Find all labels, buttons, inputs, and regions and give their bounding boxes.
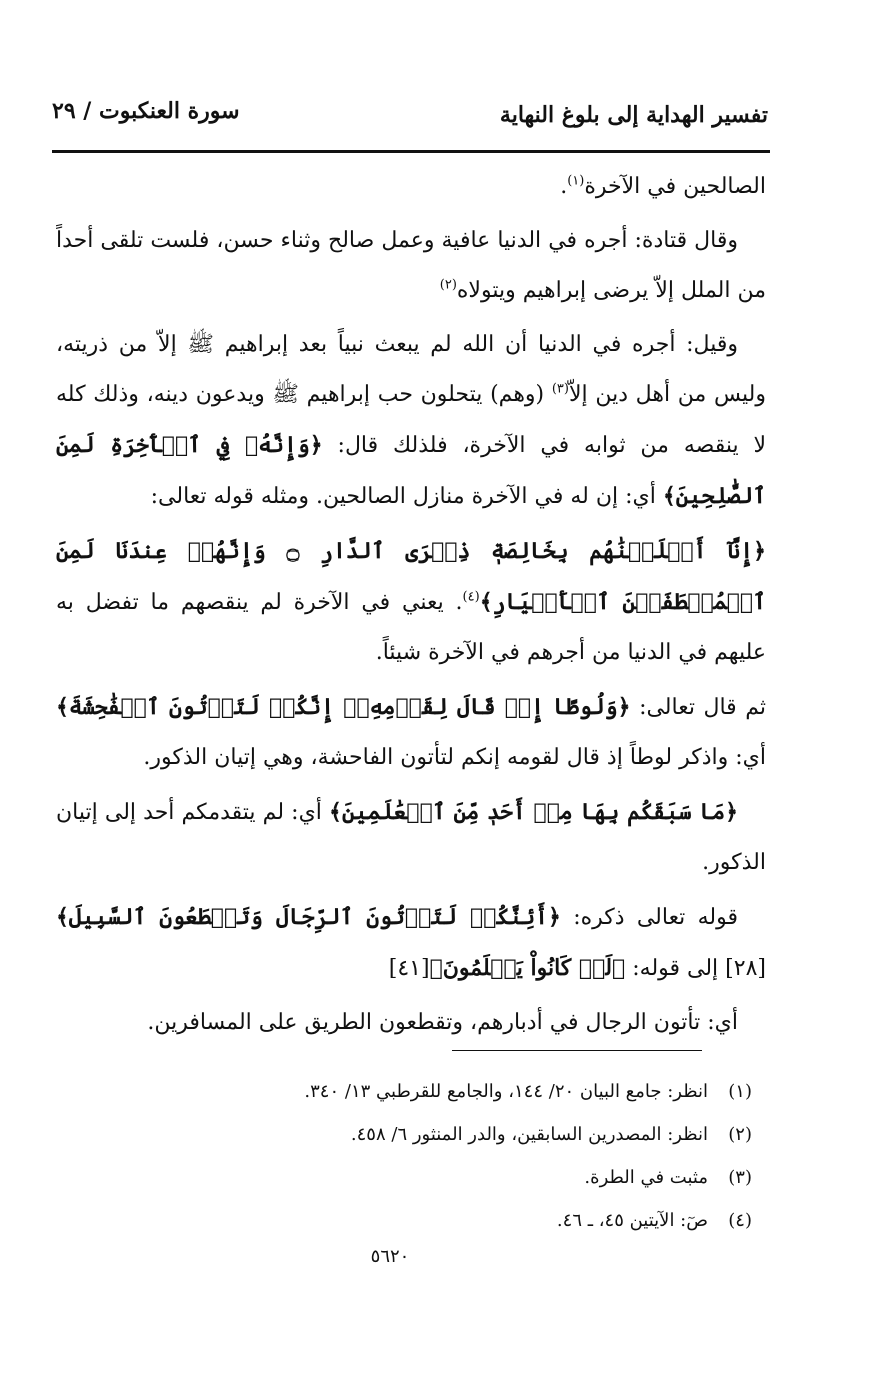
footnote-ref-4[interactable]: (٤) (462, 589, 480, 605)
paragraph-3: وقيل: أجره في الدنيا أن الله لم يبعث نبياً بعد إبراهيم ﷺ إلاّ من ذريته، وليس من أهل دين إلاّ$^{(٣)}$ (وهم) يتحلون حب إبراهيم ﷺ ويدعون دينه، وذلك كله لا ينقصه من ثوابه في الآخرة، فلذلك قال: ﴿وَإِنَّهُۥ فِي ٱلۡأٓخِرَةِ لَمِنَ ٱلصَّٰلِحِينَ﴾ أي: إن له في الآخرة منازل الصالحين. ومثله قوله تعالى: (56, 332, 766, 509)
verse-number: [٢٨] (725, 956, 766, 981)
paragraph-7: قوله تعالى ذكره: ﴿أَئِنَّكُمۡ لَتَأۡتُونَ ٱلرِّجَالَ وَتَقۡطَعُونَ ٱلسَّبِيلَ﴾[٢٨] إلى قوله: ﴿لَوۡ كَانُواْ يَعۡلَمُونَ﴾[٤١] (56, 904, 766, 981)
quran-verse: ﴿إِنَّآ أَخۡلَصۡنَٰهُم بِخَالِصَةٖ ذِكۡرَى ٱلدَّارِ ۝ وَإِنَّهُمۡ عِندَنَا لَمِنَ ٱلۡمُصۡطَفَيۡنَ ٱلۡأَخۡيَارِ﴾ (56, 538, 766, 615)
footnote-number: (٤) (728, 1210, 752, 1231)
footnote-item (120, 1199, 752, 1242)
paragraph-6: ﴿مَا سَبَقَكُم بِهَا مِنۡ أَحَدٖ مِّنَ ٱلۡعَٰلَمِينَ﴾ أي: لم يتقدمكم أحد إلى إتيان الذكور. (56, 799, 766, 875)
paragraph-1: الصالحين في الآخرة$^{(١)}$. (560, 173, 766, 199)
paragraph-4: ﴿إِنَّآ أَخۡلَصۡنَٰهُم بِخَالِصَةٖ ذِكۡرَى ٱلدَّارِ ۝ وَإِنَّهُمۡ عِندَنَا لَمِنَ ٱلۡمُصۡطَفَيۡنَ ٱلۡأَخۡيَارِ﴾$^{(٤)}$. يعني في الآخرة لم ينقصهم ما تفضل به عليهم في الدنيا من أجرهم في الآخرة شيئاً. (56, 538, 766, 665)
quran-verse: ﴿لَوۡ كَانُواْ يَعۡلَمُونَ﴾ (429, 955, 626, 981)
footnote-text: انظر: المصدرين السابقين، والدر المنثور ٦/ ٤٥٨. (350, 1124, 708, 1145)
footnote-divider (452, 1050, 702, 1051)
paragraph-2: وقال قتادة: أجره في الدنيا عافية وعمل صالح وثناء حسن، فلست تلقى أحداً من الملل إلاّ يرضى إبراهيم ويتولاه$^{(٢)}$ (56, 228, 766, 303)
footnote-ref-3[interactable]: (٣) (551, 381, 569, 397)
quran-verse: ﴿وَلُوطًا إِذۡ قَالَ لِقَوۡمِهِۦٓ إِنَّكُمۡ لَتَأۡتُونَ ٱلۡفَٰحِشَةَ﴾ (56, 694, 631, 720)
footnote-text: صٓ: الآيتين ٤٥، ـ ٤٦. (556, 1210, 708, 1231)
footnotes (120, 1070, 752, 1242)
verse-number: [٤١] (388, 956, 430, 981)
footnote-number: (٣) (728, 1167, 752, 1188)
footnote-ref-2[interactable]: (٢) (439, 277, 457, 293)
page-number: ٥٦٢٠ (370, 1246, 410, 1267)
footnote-text: مثبت في الطرة. (584, 1167, 708, 1188)
main-text (56, 162, 766, 1042)
footnote-number: (١) (728, 1081, 752, 1102)
footnote-text: انظر: جامع البيان ٢٠/ ١٤٤، والجامع للقرطبي ١٣/ ٣٤٠. (304, 1081, 708, 1102)
paragraph-8: أي: تأتون الرجال في أدبارهم، وتقطعون الطريق على المسافرين. (147, 1010, 738, 1035)
paragraph-5: ثم قال تعالى: ﴿وَلُوطًا إِذۡ قَالَ لِقَوۡمِهِۦٓ إِنَّكُمۡ لَتَأۡتُونَ ٱلۡفَٰحِشَةَ﴾ أي: واذكر لوطاً إذ قال لقومه إنكم لتأتون الفاحشة، وهي إتيان الذكور. (56, 694, 766, 770)
footnote-ref-1[interactable]: (١) (567, 173, 585, 189)
quran-verse: ﴿مَا سَبَقَكُم بِهَا مِنۡ أَحَدٖ مِّنَ ٱلۡعَٰلَمِينَ﴾ (329, 799, 739, 825)
quran-verse: ﴿وَإِنَّهُۥ فِي ٱلۡأٓخِرَةِ لَمِنَ ٱلصَّٰلِحِينَ﴾ (56, 432, 766, 509)
page-header (52, 92, 768, 152)
footnote-number: (٢) (728, 1124, 752, 1145)
footnote-item (120, 1070, 752, 1113)
footnote-item (120, 1156, 752, 1199)
surah-title: سورة العنكبوت / ٢٩ (52, 98, 240, 124)
header-divider (52, 150, 770, 153)
footnote-item (120, 1113, 752, 1156)
quran-verse: ﴿أَئِنَّكُمۡ لَتَأۡتُونَ ٱلرِّجَالَ وَتَقۡطَعُونَ ٱلسَّبِيلَ﴾ (56, 904, 561, 930)
book-title: تفسير الهداية إلى بلوغ النهاية (499, 102, 768, 128)
